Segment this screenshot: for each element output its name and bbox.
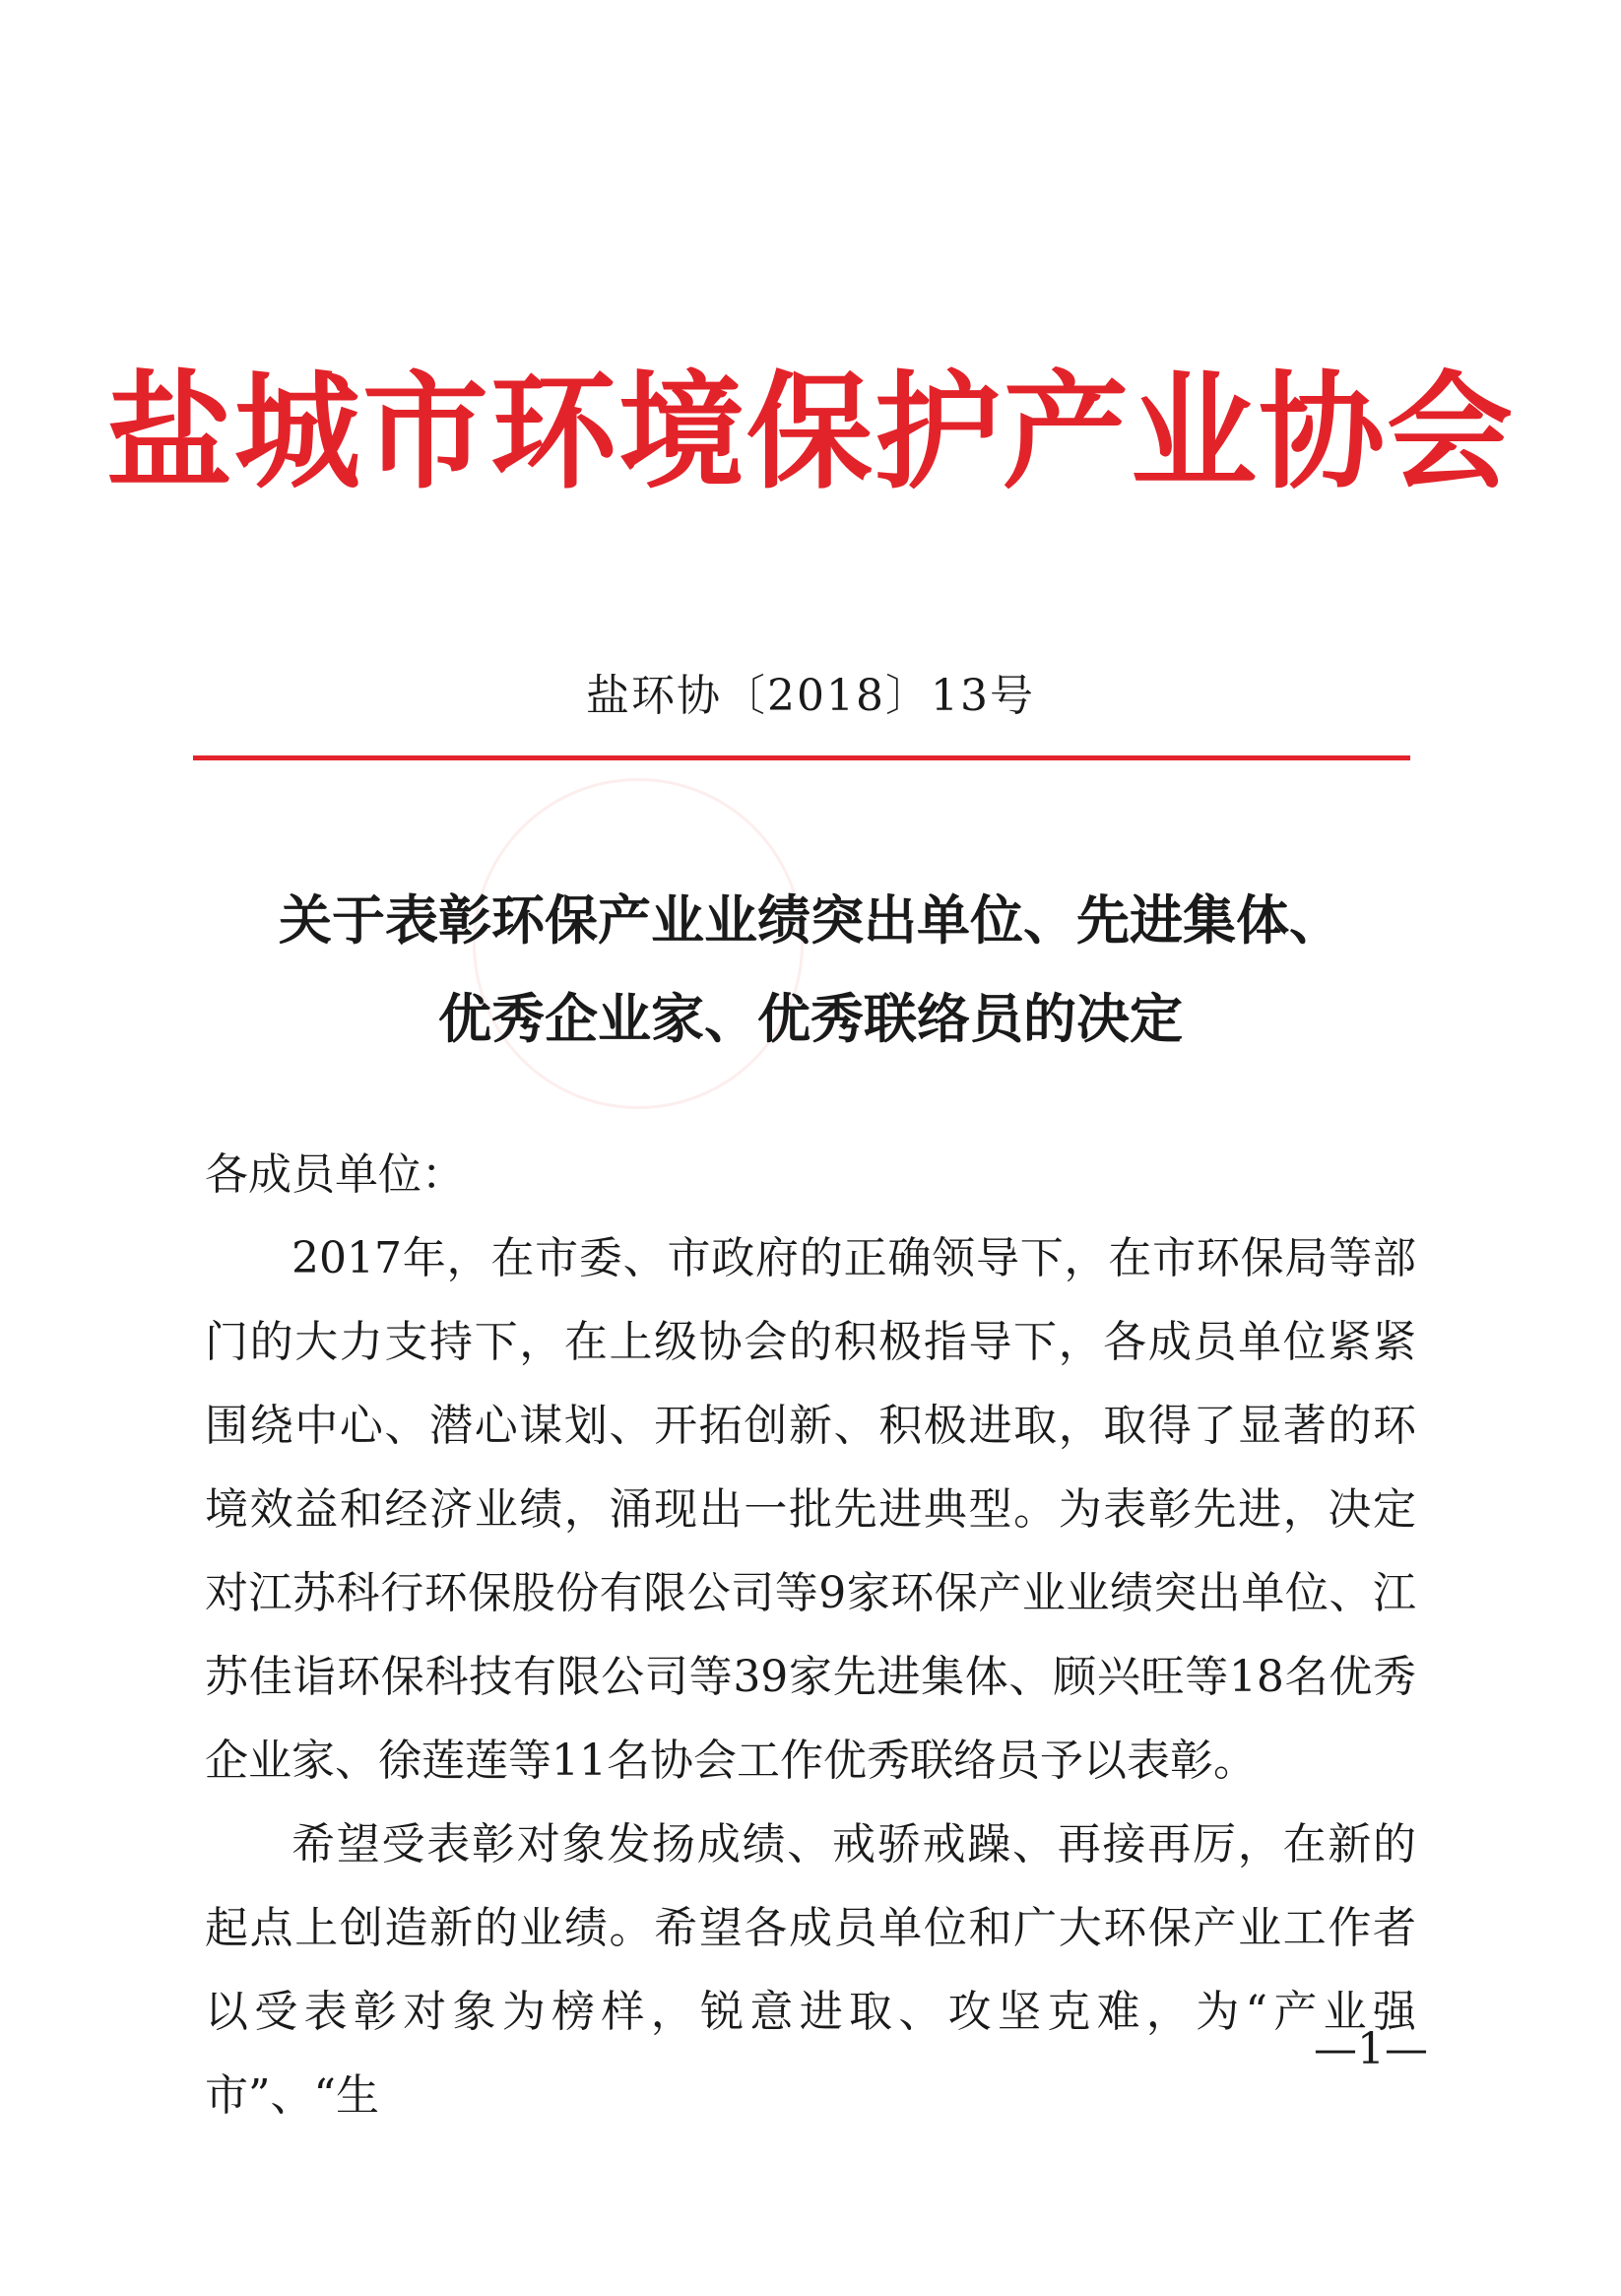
subject-line-1: 关于表彰环保产业业绩突出单位、先进集体、: [279, 889, 1342, 951]
document-number: 盐环协〔2018〕13号: [586, 671, 1035, 721]
salutation: 各成员单位：: [205, 1149, 465, 1200]
body-paragraph-1: 2017年，在市委、市政府的正确领导下，在市环保局等部门的大力支持下，在上级协会的积极指导下，各成员单位紧紧围绕中心、潜心谋划、开拓创新、积极进取，取得了显著的环境效益和经济业绩，涌现出一批先进典型。为表彰先进，决定对江苏科行环保股份有限公司等9家环保产业业绩突出单位、江苏佳诣环保科技有限公司等39家先进集体、顾兴旺等18名优秀企业家、徐莲莲等11名协会工作优秀联络员予以表彰。: [205, 1233, 1416, 1786]
organization-title: 盐城市环境保护产业协会: [105, 360, 1515, 506]
red-divider: [193, 755, 1410, 760]
body-paragraph-2: 希望受表彰对象发扬成绩、戒骄戒躁、再接再厉，在新的起点上创造新的业绩。希望各成员单位和广大环保产业工作者以受表彰对象为榜样，锐意进取、攻坚克难，为“产业强市”、“生: [205, 1819, 1416, 2121]
subject-line-2: 优秀企业家、优秀联络员的决定: [438, 988, 1183, 1050]
document-body: [205, 1133, 1416, 2137]
page-number: —1—: [1314, 2024, 1428, 2074]
document-subject: [0, 872, 1621, 1069]
